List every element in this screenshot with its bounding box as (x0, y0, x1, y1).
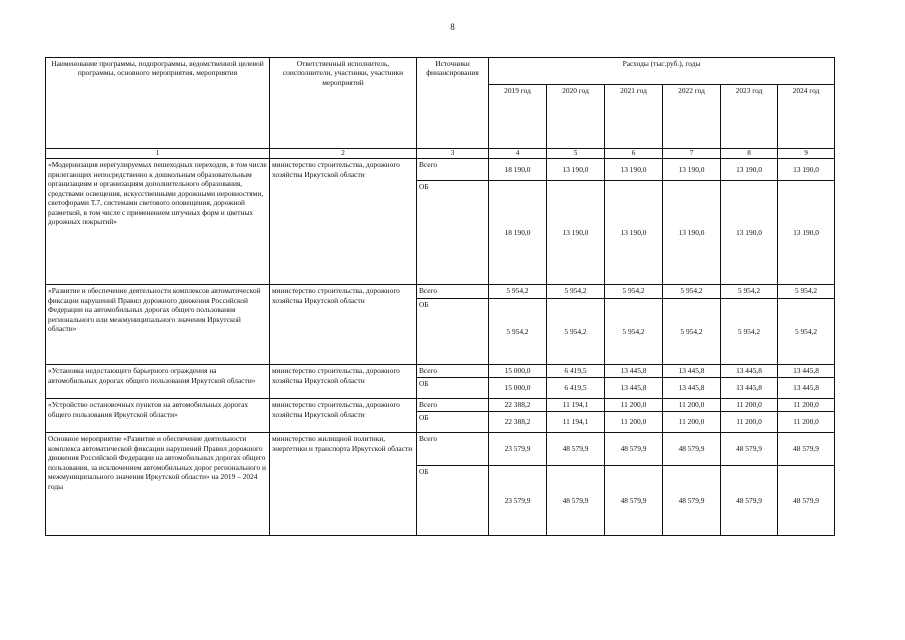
column-number: 1 (46, 149, 270, 159)
total-value: 18 190,0 (489, 159, 547, 181)
funding-source-ob: ОБ (417, 378, 489, 399)
ob-value: 15 000,0 (489, 378, 547, 399)
ob-value: 13 190,0 (547, 181, 605, 285)
responsible-executor: министерство строительства, дорожного хозяйства Иркутской области (270, 285, 417, 365)
total-value: 23 579,9 (489, 433, 547, 466)
header-expenses: Расходы (тыс.руб.), годы (489, 58, 835, 85)
funding-source-total: Всего (417, 285, 489, 299)
funding-source-ob: ОБ (417, 412, 489, 433)
ob-value: 48 579,9 (778, 466, 835, 536)
table-row (46, 365, 835, 378)
total-value: 11 200,0 (721, 399, 778, 412)
column-number: 4 (489, 149, 547, 159)
total-value: 13 190,0 (778, 159, 835, 181)
program-name: Основное мероприятие «Развитие и обеспечение деятельности комплекса автоматической фиксации нарушений Правил дорожного движения Российской Федерации на автомобильных дорогах общего пользования, за исключением автомобильных дорог регионального и межмуниципального значения Иркутской области» на 2019 – 2024 годы (46, 433, 270, 536)
ob-value: 13 190,0 (605, 181, 663, 285)
page-number: 8 (450, 22, 455, 32)
responsible-executor: министерство строительства, дорожного хозяйства Иркутской области (270, 159, 417, 285)
responsible-executor: министерство строительства, дорожного хозяйства Иркутской области (270, 399, 417, 433)
total-value: 48 579,9 (778, 433, 835, 466)
column-number: 3 (417, 149, 489, 159)
ob-value: 11 194,1 (547, 412, 605, 433)
total-value: 48 579,9 (721, 433, 778, 466)
ob-value: 13 445,8 (663, 378, 721, 399)
total-value: 5 954,2 (721, 285, 778, 299)
ob-value: 48 579,9 (605, 466, 663, 536)
ob-value: 5 954,2 (721, 299, 778, 365)
column-number: 2 (270, 149, 417, 159)
header-name: Наименование программы, подпрограммы, ведомственной целевой программы, основного мероприятия, мероприятия (46, 58, 270, 149)
funding-source-ob: ОБ (417, 181, 489, 285)
header-sources: Источники финансирования (417, 58, 489, 149)
header-year: 2023 год (721, 85, 778, 149)
ob-value: 6 419,5 (547, 378, 605, 399)
funding-source-total: Всего (417, 159, 489, 181)
total-value: 15 000,0 (489, 365, 547, 378)
column-number: 7 (663, 149, 721, 159)
ob-value: 23 579,9 (489, 466, 547, 536)
header-year: 2019 год (489, 85, 547, 149)
ob-value: 48 579,9 (721, 466, 778, 536)
total-value: 5 954,2 (489, 285, 547, 299)
total-value: 6 419,5 (547, 365, 605, 378)
table-row (46, 433, 835, 466)
ob-value: 5 954,2 (778, 299, 835, 365)
ob-value: 13 190,0 (721, 181, 778, 285)
header-year: 2021 год (605, 85, 663, 149)
responsible-executor: министерство жилищной политики, энергетики и транспорта Иркутской области (270, 433, 417, 536)
ob-value: 5 954,2 (663, 299, 721, 365)
ob-value: 11 200,0 (663, 412, 721, 433)
program-name: «Развитие и обеспечение деятельности комплексов автоматической фиксации нарушений Правил дорожного движения Российской Федерации на автомобильных дорогах общего пользования регионального или межмуниципального значения Иркутской области» (46, 285, 270, 365)
program-name: «Установка недостающего барьерного ограждения на автомобильных дорогах общего пользования Иркутской области» (46, 365, 270, 399)
funding-source-ob: ОБ (417, 299, 489, 365)
ob-value: 48 579,9 (663, 466, 721, 536)
ob-value: 11 200,0 (605, 412, 663, 433)
total-value: 13 190,0 (663, 159, 721, 181)
ob-value: 13 445,8 (605, 378, 663, 399)
table-row (46, 159, 835, 181)
total-value: 13 190,0 (547, 159, 605, 181)
table-row (46, 285, 835, 299)
column-number: 8 (721, 149, 778, 159)
total-value: 11 200,0 (778, 399, 835, 412)
funding-source-total: Всего (417, 399, 489, 412)
ob-value: 22 388,2 (489, 412, 547, 433)
total-value: 13 445,8 (778, 365, 835, 378)
funding-source-total: Всего (417, 365, 489, 378)
ob-value: 5 954,2 (489, 299, 547, 365)
total-value: 13 445,8 (721, 365, 778, 378)
ob-value: 13 190,0 (663, 181, 721, 285)
header-year: 2020 год (547, 85, 605, 149)
column-number: 9 (778, 149, 835, 159)
ob-value: 5 954,2 (605, 299, 663, 365)
total-value: 13 190,0 (721, 159, 778, 181)
total-value: 11 200,0 (605, 399, 663, 412)
total-value: 48 579,9 (605, 433, 663, 466)
header-responsible: Ответственный исполнитель, соисполнители, участники, участники мероприятий (270, 58, 417, 149)
header-year: 2022 год (663, 85, 721, 149)
table-row (46, 399, 835, 412)
column-number: 5 (547, 149, 605, 159)
total-value: 13 190,0 (605, 159, 663, 181)
ob-value: 11 200,0 (778, 412, 835, 433)
total-value: 48 579,9 (663, 433, 721, 466)
program-name: «Устройство остановочных пунктов на автомобильных дорогах общего пользования Иркутской области» (46, 399, 270, 433)
ob-value: 13 445,8 (778, 378, 835, 399)
responsible-executor: министерство строительства, дорожного хозяйства Иркутской области (270, 365, 417, 399)
total-value: 5 954,2 (663, 285, 721, 299)
total-value: 48 579,9 (547, 433, 605, 466)
total-value: 11 194,1 (547, 399, 605, 412)
funding-source-ob: ОБ (417, 466, 489, 536)
expenses-table (45, 57, 835, 536)
total-value: 22 388,2 (489, 399, 547, 412)
ob-value: 13 445,8 (721, 378, 778, 399)
ob-value: 48 579,9 (547, 466, 605, 536)
total-value: 13 445,8 (605, 365, 663, 378)
total-value: 5 954,2 (547, 285, 605, 299)
total-value: 11 200,0 (663, 399, 721, 412)
ob-value: 11 200,0 (721, 412, 778, 433)
header-year: 2024 год (778, 85, 835, 149)
total-value: 5 954,2 (605, 285, 663, 299)
ob-value: 13 190,0 (778, 181, 835, 285)
ob-value: 5 954,2 (547, 299, 605, 365)
column-number: 6 (605, 149, 663, 159)
total-value: 5 954,2 (778, 285, 835, 299)
ob-value: 18 190,0 (489, 181, 547, 285)
funding-source-total: Всего (417, 433, 489, 466)
program-name: «Модернизация нерегулируемых пешеходных переходов, в том числе прилегающих непосредственно к дошкольным образовательным организациям и организациям дополнительного образования, средствами освещения, искусственными дорожными неровностями, светофорами Т.7, системами светового оповещения, дорожной разметкой, в том числе с применением штучных форм и цветных дорожных покрытий» (46, 159, 270, 285)
total-value: 13 445,8 (663, 365, 721, 378)
